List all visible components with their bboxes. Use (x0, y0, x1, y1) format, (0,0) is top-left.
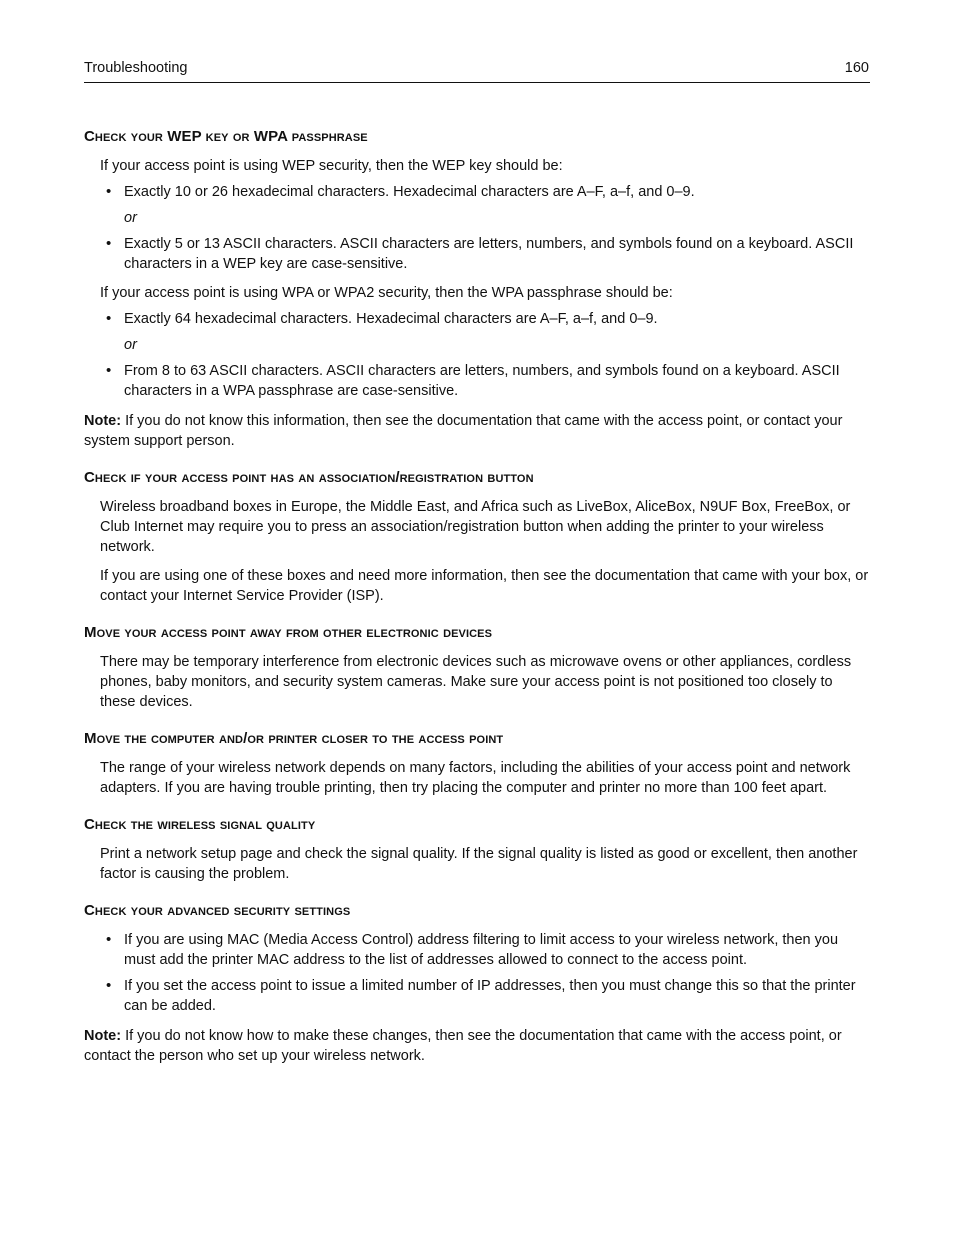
paragraph: If you are using one of these boxes and need more information, then see the documentation that came with your box, or contact your Internet Service Provider (ISP). (100, 568, 869, 604)
section-advanced-security (84, 898, 870, 1066)
wpa-requirements-list-2 (84, 361, 870, 401)
section-heading: Check the wireless signal quality (84, 816, 316, 833)
list-item: • If you set the access point to issue a limited number of IP addresses, then you must change this so that the printer can be added. (84, 976, 870, 1016)
section-heading: Move the computer and/or printer closer to the access point (84, 730, 504, 747)
or-separator: or (124, 210, 137, 226)
section-move-away (84, 620, 870, 712)
note (84, 1026, 870, 1066)
or-separator: or (124, 337, 137, 353)
note (84, 411, 870, 451)
section-wep-wpa (84, 124, 870, 451)
running-header (84, 60, 870, 83)
wep-requirements-list (84, 182, 870, 202)
header-title: Troubleshooting (84, 60, 188, 76)
section-heading: Check your advanced security settings (84, 902, 351, 919)
wep-intro: If your access point is using WEP security, then the WEP key should be: (100, 158, 563, 174)
paragraph: Print a network setup page and check the signal quality. If the signal quality is listed as good or excellent, then another factor is causing the problem. (100, 846, 858, 882)
paragraph: The range of your wireless network depends on many factors, including the abilities of your access point and network adapters. If you are having trouble printing, then try placing the computer and printer no more than 100 feet apart. (100, 760, 851, 796)
section-signal-quality (84, 812, 870, 884)
wpa-requirements-list (84, 309, 870, 329)
wpa-intro: If your access point is using WPA or WPA2 security, then the WPA passphrase should be: (100, 285, 673, 301)
note-text: If you do not know this information, then see the documentation that came with the access point, or contact your system support person. (84, 413, 843, 449)
note-label: Note: (84, 413, 122, 429)
section-move-closer (84, 726, 870, 798)
list-item: • Exactly 64 hexadecimal characters. Hexadecimal characters are A–F, a–f, and 0–9. (84, 309, 870, 329)
section-heading: Check if your access point has an association/registration button (84, 469, 534, 486)
list-item: • Exactly 10 or 26 hexadecimal characters. Hexadecimal characters are A–F, a–f, and 0–9. (84, 182, 870, 202)
paragraph: There may be temporary interference from electronic devices such as microwave ovens or other appliances, cordless phones, baby monitors, and security system cameras. Make sure your access point is not positioned too closely to these devices. (100, 654, 852, 710)
wep-requirements-list-2 (84, 234, 870, 274)
list-item: • Exactly 5 or 13 ASCII characters. ASCII characters are letters, numbers, and symbols found on a keyboard. ASCII characters in a WEP key are case-sensitive. (84, 234, 870, 274)
page-content (84, 124, 870, 1080)
section-association-button (84, 465, 870, 606)
note-text: If you do not know how to make these changes, then see the documentation that came with the access point, or contact the person who set up your wireless network. (84, 1028, 842, 1064)
section-heading: Check your WEP key or WPA passphrase (84, 128, 368, 145)
paragraph: Wireless broadband boxes in Europe, the Middle East, and Africa such as LiveBox, AliceBox, N9UF Box, FreeBox, or Club Internet may require you to press an association/registration button when adding the printer to your wireless network. (100, 499, 851, 555)
note-label: Note: (84, 1028, 122, 1044)
list-item: • From 8 to 63 ASCII characters. ASCII characters are letters, numbers, and symbols found on a keyboard. ASCII characters in a WPA passphrase are case-sensitive. (84, 361, 870, 401)
section-heading: Move your access point away from other electronic devices (84, 624, 493, 641)
security-list (84, 930, 870, 1016)
list-item: • If you are using MAC (Media Access Control) address filtering to limit access to your wireless network, then you must add the printer MAC address to the list of addresses allowed to connect to the access point. (84, 930, 870, 970)
page-number: 160 (844, 60, 869, 76)
